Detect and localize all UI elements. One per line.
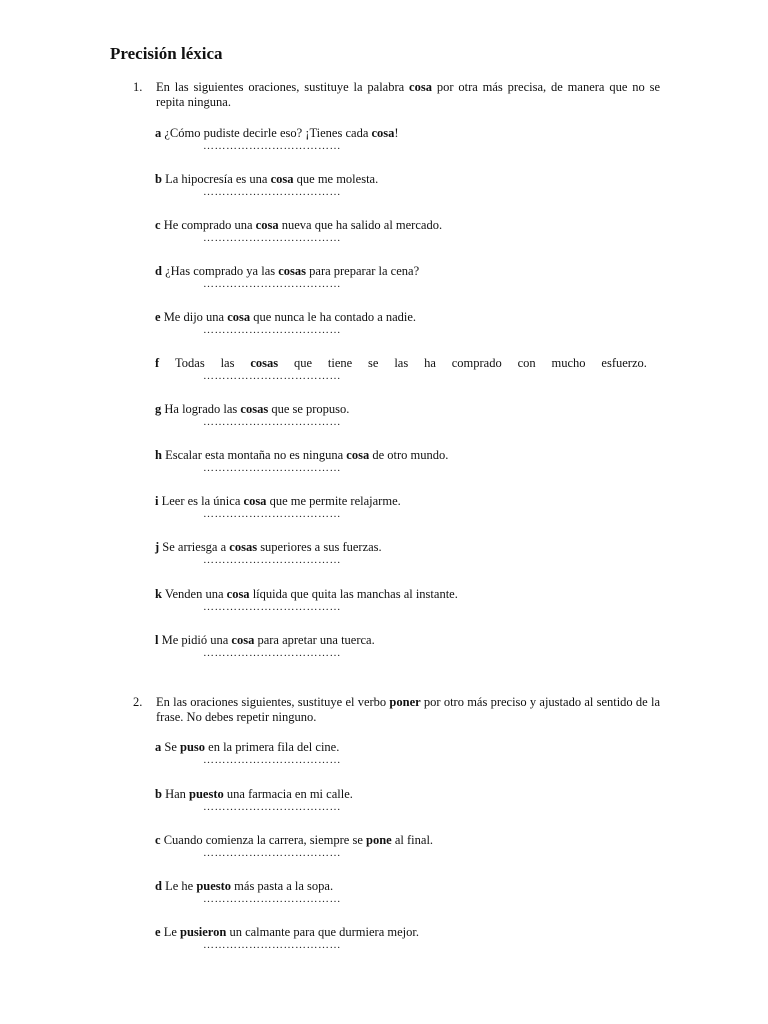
exercise-item: d ¿Has comprado ya las cosas para preparar la cena? ……………………………… xyxy=(155,264,647,290)
item-key-word: cosas xyxy=(240,402,269,416)
item-letter: e xyxy=(155,310,161,324)
item-key-word: cosa xyxy=(255,218,279,232)
item-letter: f xyxy=(155,356,160,370)
item-key-word: puesto xyxy=(196,879,232,893)
item-key-word: puso xyxy=(180,740,206,754)
answer-blank[interactable]: ……………………………… xyxy=(203,462,341,474)
answer-blank[interactable]: ……………………………… xyxy=(203,416,341,428)
answer-blank[interactable]: ……………………………… xyxy=(203,801,341,813)
answer-blank[interactable]: ……………………………… xyxy=(203,939,341,951)
answer-blank[interactable]: ……………………………… xyxy=(203,140,341,152)
item-letter: g xyxy=(155,402,162,416)
answer-blank[interactable]: ……………………………… xyxy=(203,186,341,198)
item-key-word: cosa xyxy=(243,494,267,508)
item-letter: i xyxy=(155,494,159,508)
item-key-word: cosa xyxy=(227,310,251,324)
answer-blank[interactable]: ……………………………… xyxy=(203,647,341,659)
key-word: poner xyxy=(389,695,421,709)
exercise-item: l Me pidió una cosa para apretar una tuerca. ……………………………… xyxy=(155,633,647,659)
page-title: Precisión léxica xyxy=(110,44,223,63)
answer-blank[interactable]: ……………………………… xyxy=(203,893,341,905)
answer-blank[interactable]: ……………………………… xyxy=(203,370,341,382)
answer-blank[interactable]: ……………………………… xyxy=(203,601,341,613)
item-key-word: cosas xyxy=(278,264,307,278)
item-letter: c xyxy=(155,833,161,847)
item-letter: k xyxy=(155,587,162,601)
item-letter: b xyxy=(155,787,162,801)
item-letter: d xyxy=(155,879,162,893)
item-letter: l xyxy=(155,633,159,647)
exercise-item: f Todas las cosas que tiene se las ha comprado con mucho esfuerzo. ……………………………… xyxy=(155,356,647,382)
question-instructions: En las oraciones siguientes, sustituye el verbo poner por otro más preciso y ajustado al sentido de la frase. No debes repetir ninguno. xyxy=(156,695,660,724)
item-key-word: cosa xyxy=(226,587,250,601)
exercise-item: j Se arriesga a cosas superiores a sus fuerzas. ……………………………… xyxy=(155,540,647,566)
exercise-item: b Han puesto una farmacia en mi calle. ……………………………… xyxy=(155,787,647,813)
item-key-word: cosa xyxy=(371,126,395,140)
item-key-word: cosa xyxy=(346,448,370,462)
item-letter: e xyxy=(155,925,161,939)
exercise-item: a ¿Cómo pudiste decirle eso? ¡Tienes cada cosa! ……………………………… xyxy=(155,126,647,152)
answer-blank[interactable]: ……………………………… xyxy=(203,554,341,566)
item-key-word: cosa xyxy=(270,172,294,186)
item-letter: j xyxy=(155,540,160,554)
item-letter: a xyxy=(155,126,162,140)
exercise-item: c He comprado una cosa nueva que ha salido al mercado. ……………………………… xyxy=(155,218,647,244)
exercise-item: k Venden una cosa líquida que quita las manchas al instante. ……………………………… xyxy=(155,587,647,613)
answer-blank[interactable]: ……………………………… xyxy=(203,278,341,290)
answer-blank[interactable]: ……………………………… xyxy=(203,232,341,244)
item-key-word: pone xyxy=(366,833,392,847)
exercise-item: b La hipocresía es una cosa que me molesta. ……………………………… xyxy=(155,172,647,198)
exercise-item: i Leer es la única cosa que me permite relajarme. ……………………………… xyxy=(155,494,647,520)
exercise-item: e Me dijo una cosa que nunca le ha contado a nadie. ……………………………… xyxy=(155,310,647,336)
answer-blank[interactable]: ……………………………… xyxy=(203,324,341,336)
exercise-item: e Le pusieron un calmante para que durmiera mejor. ……………………………… xyxy=(155,925,647,951)
exercise-item: c Cuando comienza la carrera, siempre se pone al final. ……………………………… xyxy=(155,833,647,859)
item-letter: b xyxy=(155,172,162,186)
exercise-item: g Ha logrado las cosas que se propuso. ……………………………… xyxy=(155,402,647,428)
exercise-item: a Se puso en la primera fila del cine. ……………………………… xyxy=(155,740,647,766)
item-key-word: cosas xyxy=(229,540,258,554)
item-key-word: puesto xyxy=(189,787,224,801)
answer-blank[interactable]: ……………………………… xyxy=(203,754,341,766)
item-key-word: pusieron xyxy=(180,925,227,939)
item-key-word: cosa xyxy=(231,633,255,647)
question-instructions: En las siguientes oraciones, sustituye la palabra cosa por otra más precisa, de manera que no se repita ninguna. xyxy=(156,80,660,109)
item-letter: h xyxy=(155,448,162,462)
exercise-item: h Escalar esta montaña no es ninguna cosa de otro mundo. ……………………………… xyxy=(155,448,647,474)
key-word: cosa xyxy=(409,80,432,94)
item-key-word: cosas xyxy=(250,356,279,370)
item-letter: c xyxy=(155,218,161,232)
question-number: 2. xyxy=(133,695,143,709)
answer-blank[interactable]: ……………………………… xyxy=(203,508,341,520)
exercise-item: d Le he puesto más pasta a la sopa. ……………………………… xyxy=(155,879,647,905)
question-number: 1. xyxy=(133,80,143,94)
item-letter: a xyxy=(155,740,162,754)
answer-blank[interactable]: ……………………………… xyxy=(203,847,341,859)
item-letter: d xyxy=(155,264,162,278)
